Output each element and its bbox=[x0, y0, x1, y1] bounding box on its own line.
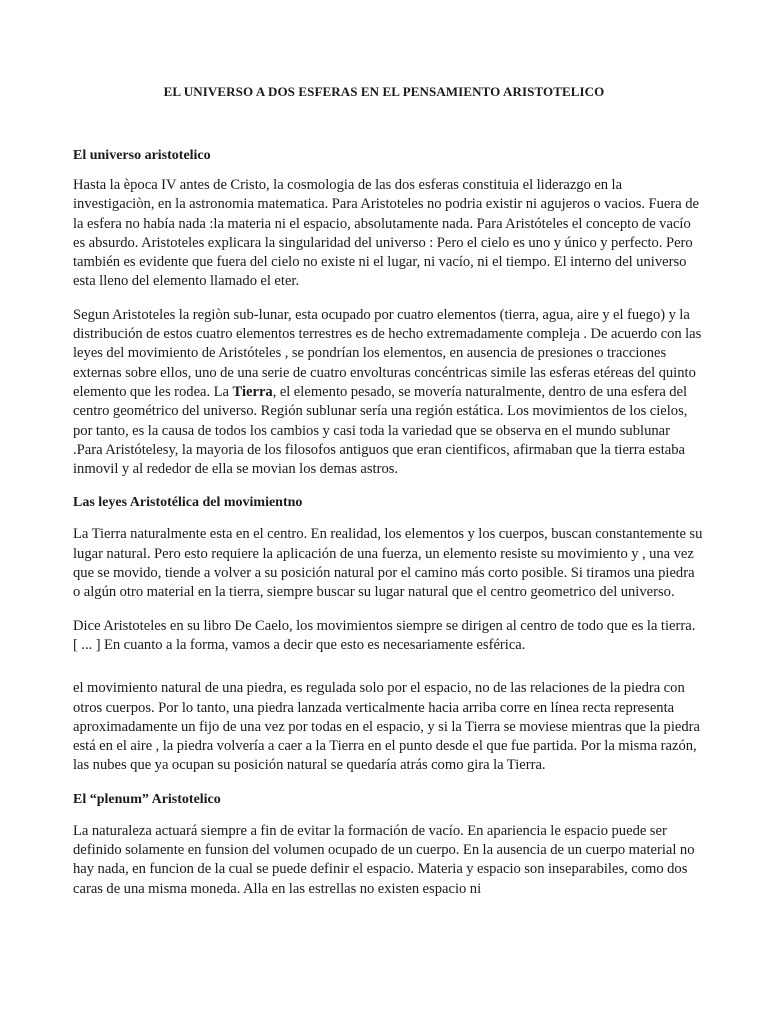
section-heading-plenum: El “plenum” Aristotelico bbox=[73, 791, 221, 807]
bold-term-tierra: Tierra bbox=[232, 383, 273, 400]
paragraph-text: , el elemento pesado, se movería naturalmente, dentro de una esfera del centro geométrico del universo. Región sublunar sería una región estática. Los movimientos de los cielos, por tanto, es la causa de todos los cambios y casi toda la variedad que se observa en el mundo sublunar .Para Aristótelesy, la mayoria de los filosofos antiguos que eran cientificos, afirmaban que la tierra estaba inmovil y al rededor de ella se movian los demas astros. bbox=[73, 383, 688, 478]
section-heading-universo: El universo aristotelico bbox=[73, 148, 211, 163]
paragraph: Dice Aristoteles en su libro De Caelo, los movimientos siempre se dirigen al centro de todo que es la tierra. [ ... ] En cuanto a la forma, vamos a decir que esto es necesariamente esférica. bbox=[73, 617, 696, 653]
paragraph: el movimiento natural de una piedra, es regulada solo por el espacio, no de las relaciones de la piedra con otros cuerpos. Por lo tanto, una piedra lanzada verticalmente hacia arriba corre en línea recta representa aproximadamente un fijo de una vez por todas en el espacio, y si la Tierra se moviese mientras que la piedra está en el aire , la piedra volvería a caer a la Tierra en el punto desde el que fue partida. Por la misma razón, las nubes que ya ocupan su posición natural se quedaría atrás como gira la Tierra. bbox=[73, 680, 700, 774]
paragraph bbox=[73, 306, 703, 480]
paragraph-text: Segun Aristoteles la regiòn sub-lunar, esta ocupado por cuatro elementos (tierra, agua, aire y el fuego) y la distribución de estos cuatro elementos terrestres es de hecho extremadamente compleja . De acuerdo con las leyes del movimiento de Aristóteles , se pondrían los elementos, en ausencia de presiones o tracciones externas sobre ellos, uno de una serie de cuatro envolturas concéntricas simile las esferas etéreas del quinto elemento que les rodea. La bbox=[73, 306, 702, 400]
paragraph: La Tierra naturalmente esta en el centro. En realidad, los elementos y los cuerpos, buscan constantemente su lugar natural. Pero esto requiere la aplicación de una fuerza, un elemento resiste su movimiento y , una vez que se movido, tiende a volver a su posición natural por el camino más corto posible. Si tiramos una piedra o algún otro material en la tierra, siempre buscar su lugar natural que el centro geometrico del universo. bbox=[73, 526, 703, 601]
paragraph: La naturaleza actuará siempre a fin de evitar la formación de vacío. En apariencia le espacio puede ser definido solamente en funsion del volumen ocupado de un cuerpo. En la ausencia de un cuerpo material no hay nada, en funcion de la cual se puede definir el espacio. Materia y espacio son inseparabiles, como dos caras de una misma moneda. Alla en las estrellas no existen espacio ni bbox=[73, 822, 695, 897]
paragraph: Hasta la època IV antes de Cristo, la cosmologia de las dos esferas constituia el liderazgo en la investigaciòn, en la astronomia matematica. Para Aristoteles no podria existir ni agujeros o vacios. Fuera de la esfera no había nada :la materia ni el espacio, absolutamente nada. Para Aristóteles el concepto de vacío es absurdo. Aristoteles explicara la singularidad del universo : Pero el cielo es uno y único y perfecto. Pero también es evidente que fuera del cielo no existe ni el lugar, ni vacío, ni el tiempo. El interno del universo esta lleno del elemento llamado el eter. bbox=[73, 177, 699, 290]
document-title: EL UNIVERSO A DOS ESFERAS EN EL PENSAMIENTO ARISTOTELICO bbox=[163, 84, 605, 99]
section-heading-leyes: Las leyes Aristotélica del movimientno bbox=[73, 495, 303, 511]
document-body bbox=[73, 146, 703, 899]
